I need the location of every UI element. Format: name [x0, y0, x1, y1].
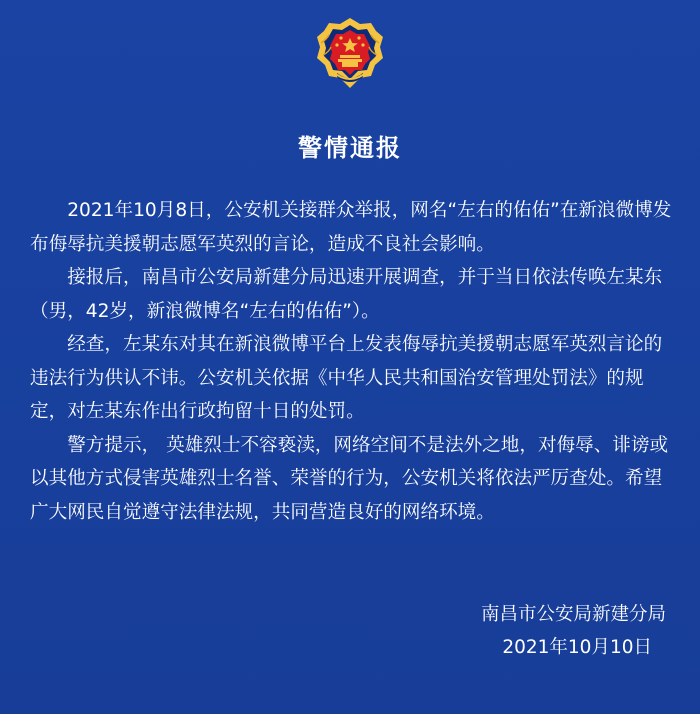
notice-title: 警情通报: [298, 134, 402, 162]
notice-body: [30, 194, 680, 529]
paragraph-report: 2021年10月8日，公安机关接群众举报，网名“左右的佑佑”在新浪微博发布侮辱抗美援朝志愿军英烈的言论，造成不良社会影响。: [30, 200, 672, 255]
police-emblem-icon: [313, 16, 387, 96]
issue-date: 2021年10月10日: [502, 637, 652, 658]
signature-block: [366, 598, 666, 664]
paragraph-warning: 警方提示， 英雄烈士不容亵渎，网络空间不是法外之地，对侮辱、诽谤或以其他方式侵害英雄烈士名誉、荣誉的行为，公安机关将依法严厉查处。希望广大网民自觉遵守法律法规，共同营造良好的网络环境。: [30, 434, 669, 523]
paragraph-investigation: 接报后，南昌市公安局新建分局迅速开展调查，并于当日依法传唤左某东（男，42岁，新浪微博名“左右的佑佑”）。: [30, 267, 663, 322]
paragraph-finding: 经查，左某东对其在新浪微博平台上发表侮辱抗美援朝志愿军英烈言论的违法行为供认不讳。公安机关依据《中华人民共和国治安管理处罚法》的规定，对左某东作出行政拘留十日的处罚。: [30, 334, 663, 422]
issuer-name: 南昌市公安局新建分局: [480, 604, 666, 625]
